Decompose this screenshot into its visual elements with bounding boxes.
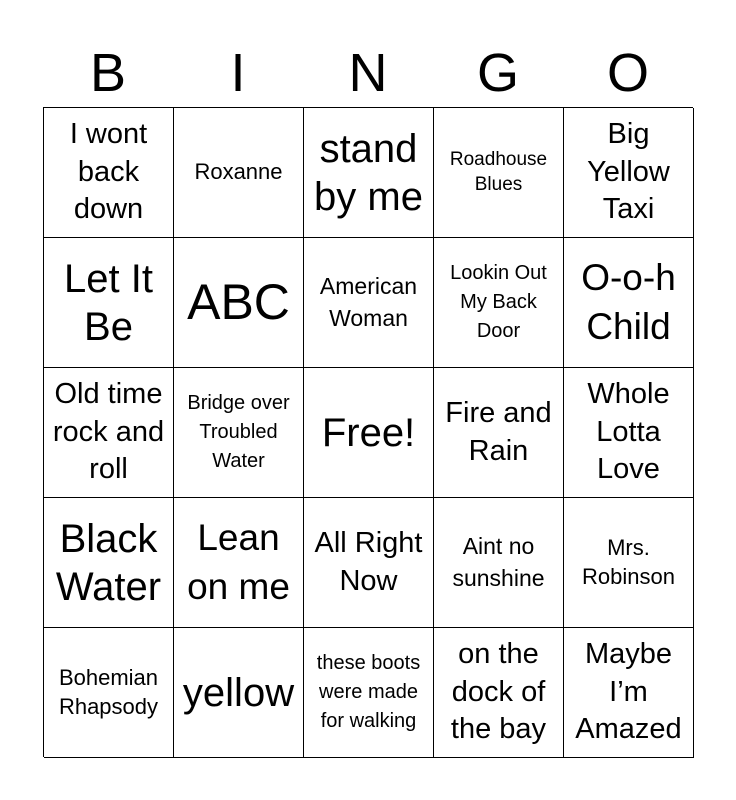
bingo-cell[interactable]: Big Yellow Taxi (564, 108, 694, 238)
header-letter-i: I (230, 43, 246, 103)
bingo-cell[interactable]: Aint no sunshine (434, 498, 564, 628)
bingo-cell[interactable]: Whole Lotta Love (564, 368, 694, 498)
bingo-cell[interactable]: Maybe I’m Amazed (564, 628, 694, 758)
bingo-cell[interactable]: these boots were made for walking (304, 628, 434, 758)
bingo-cell[interactable]: Lookin Out My Back Door (434, 238, 564, 368)
bingo-grid (43, 107, 693, 757)
header-letter-g: G (476, 43, 519, 103)
bingo-cell[interactable]: American Woman (304, 238, 434, 368)
bingo-cell[interactable]: Roxanne (174, 108, 304, 238)
bingo-cell[interactable]: Lean on me (174, 498, 304, 628)
bingo-cell[interactable]: ABC (174, 238, 304, 368)
bingo-cell[interactable]: O-o-h Child (564, 238, 694, 368)
header-letter-n: N (348, 43, 388, 103)
bingo-cell[interactable]: Black Water (44, 498, 174, 628)
bingo-cell[interactable]: Let It Be (44, 238, 174, 368)
bingo-cell[interactable]: yellow (174, 628, 304, 758)
free-space[interactable]: Free! (304, 368, 434, 498)
header-letter-b: B (89, 43, 127, 103)
header-letter-o: O (606, 43, 649, 103)
bingo-cell[interactable]: All Right Now (304, 498, 434, 628)
bingo-cell[interactable]: I wont back down (44, 108, 174, 238)
bingo-cell[interactable]: on the dock of the bay (434, 628, 564, 758)
bingo-header (43, 40, 693, 106)
bingo-cell[interactable]: Mrs. Robinson (564, 498, 694, 628)
bingo-cell[interactable]: Old time rock and roll (44, 368, 174, 498)
bingo-cell[interactable]: Bohemian Rhapsody (44, 628, 174, 758)
bingo-cell[interactable]: Roadhouse Blues (434, 108, 564, 238)
bingo-cell[interactable]: stand by me (304, 108, 434, 238)
bingo-cell[interactable]: Fire and Rain (434, 368, 564, 498)
bingo-cell[interactable]: Bridge over Troubled Water (174, 368, 304, 498)
